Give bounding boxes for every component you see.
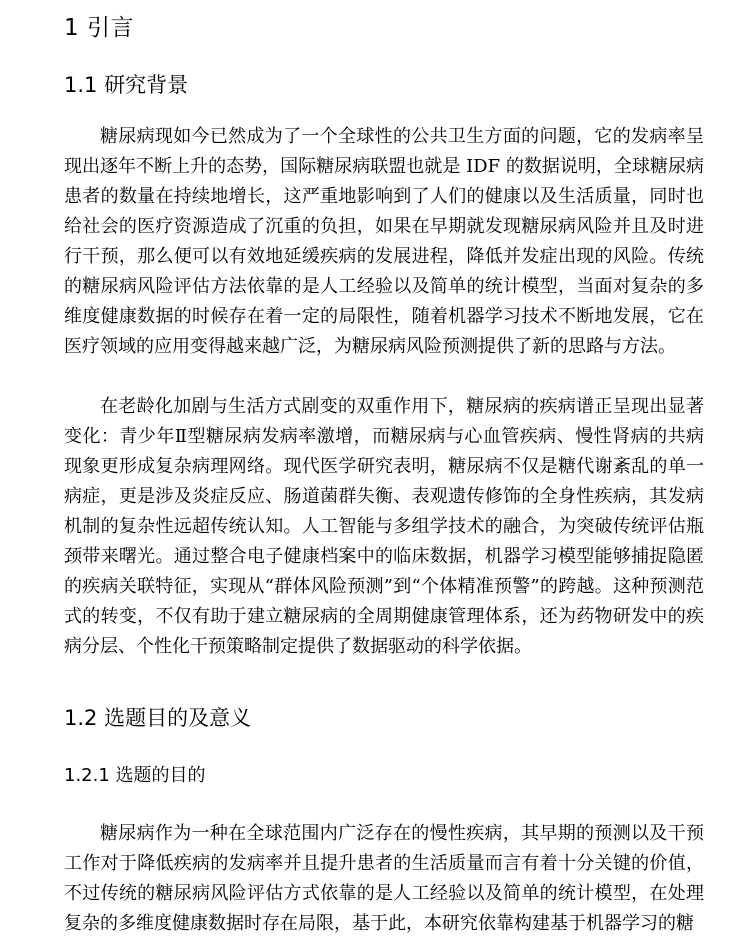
section-heading-research-background: 1.1 研究背景 — [64, 73, 189, 97]
subsection-heading-purpose: 1.2.1 选题的目的 — [64, 765, 206, 786]
section-heading-purpose-and-significance: 1.2 选题目的及意义 — [64, 706, 252, 730]
body-paragraph: 糖尿病作为一种在全球范围内广泛存在的慢性疾病，其早期的预测以及干预工作对于降低疾病的发病率并且提升患者的生活质量而言有着十分关键的价值，不过传统的糖尿病风险评估方式依靠的是人工经验以及简单的统计模型，在处理复杂的多维度健康数据时存在局限，基于此，本研究依靠构建基于机器学习的糖 — [64, 823, 704, 934]
body-paragraph: 在老龄化加剧与生活方式剧变的双重作用下，糖尿病的疾病谱正呈现出显著变化：青少年Ⅱ型糖尿病发病率激增，而糖尿病与心血管疾病、慢性肾病的共病现象更形成复杂病理网络。现代医学研究表明，糖尿病不仅是糖代谢紊乱的单一病症，更是涉及炎症反应、肠道菌群失衡、表观遗传修饰的全身性疾病，其发病机制的复杂性远超传统认知。人工智能与多组学技术的融合，为突破传统评估瓶颈带来曙光。通过整合电子健康档案中的临床数据，机器学习模型能够捕捉隐匿的疾病关联特征，实现从“群体风险预测”到“个体精准预警”的跨越。这种预测范式的转变，不仅有助于建立糖尿病的全周期健康管理体系，还为药物研发中的疾病分层、个性化干预策略制定提供了数据驱动的科学依据。 — [64, 396, 704, 657]
body-paragraph: 糖尿病现如今已然成为了一个全球性的公共卫生方面的问题，它的发病率呈现出逐年不断上升的态势，国际糖尿病联盟也就是 IDF 的数据说明，全球糖尿病患者的数量在持续地增长，这严重地影响到了人们的健康以及生活质量，同时也给社会的医疗资源造成了沉重的负担，如果在早期就发现糖尿病风险并且及时进行干预，那么便可以有效地延缓疾病的发展进程，降低并发症出现的风险。传统的糖尿病风险评估方法依靠的是人工经验以及简单的统计模型，当面对复杂的多维度健康数据的时候存在着一定的局限性，随着机器学习技术不断地发展，它在医疗领域的应用变得越来越广泛，为糖尿病风险预测提供了新的思路与方法。 — [64, 126, 704, 357]
chapter-heading: 1 引言 — [64, 15, 134, 41]
